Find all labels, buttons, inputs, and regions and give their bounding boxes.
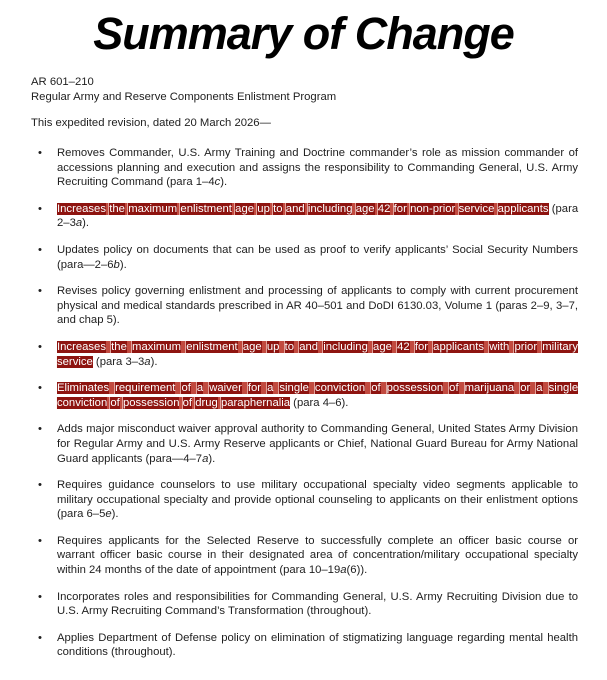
bullet-item <box>31 590 578 619</box>
highlighted-word: paraphernalia <box>220 396 291 409</box>
bullet-marker-icon: • <box>38 631 42 644</box>
bullet-list <box>31 146 578 660</box>
highlighted-word: up <box>257 202 270 215</box>
para-ref-letter: b <box>113 258 120 271</box>
bullet-item <box>31 146 578 190</box>
para-ref-letter: a <box>144 355 151 368</box>
highlighted-word: possession <box>386 382 444 395</box>
highlighted-word: conviction <box>57 396 108 409</box>
bullet-segment: ). <box>111 508 119 521</box>
highlighted-word: Eliminates <box>57 382 110 395</box>
highlighted-word: maximum <box>132 340 182 353</box>
highlighted-word: single <box>548 382 579 395</box>
bullet-segment: (6)). <box>346 564 368 577</box>
para-ref-letter: e <box>105 508 112 521</box>
bullet-segment: Applies Department of Defense policy on elimination of stigmatizing language regarding mental health conditions (throughout). <box>57 631 578 659</box>
highlighted-word: the <box>111 340 127 353</box>
bullet-text <box>57 203 578 230</box>
bullet-text <box>57 341 578 368</box>
highlighted-run <box>57 203 549 215</box>
bullet-text <box>57 423 578 464</box>
bullet-text <box>57 147 578 188</box>
highlighted-word: a <box>267 382 274 395</box>
highlighted-word: age <box>242 340 262 353</box>
bullet-marker-icon: • <box>38 590 42 603</box>
bullet-segment: ). <box>220 176 228 189</box>
highlighted-word: of <box>181 382 191 395</box>
highlighted-word: military <box>542 340 579 353</box>
bullet-segment: Removes Commander, U.S. Army Training and Doctrine commander’s role as mission commander of accessions planning and execution and assigns the responsibility to Commanding General, U.S. Army Recruiting Command (para 1–4 <box>57 147 578 189</box>
bullet-item <box>31 381 578 410</box>
highlighted-word: of <box>110 396 120 409</box>
bullet-segment: Incorporates roles and responsibilities for Commanding General, U.S. Army Recruiting Division due to U.S. Army Recruiting Command’s Transformation (throughout). <box>57 590 578 618</box>
highlighted-word: service <box>458 202 495 215</box>
bullet-item <box>31 478 578 522</box>
para-ref-letter: a <box>75 217 83 230</box>
bullet-segment: ). <box>82 217 90 230</box>
bullet-text <box>57 591 578 618</box>
intro-line: This expedited revision, dated 20 March 2026— <box>31 117 271 129</box>
bullet-marker-icon: • <box>38 147 42 159</box>
highlighted-word: 42 <box>377 202 391 215</box>
highlighted-word: age <box>235 202 255 215</box>
doc-title: Regular Army and Reserve Components Enlistment Program <box>31 91 337 103</box>
bullet-segment: (para 3–3 <box>92 355 145 368</box>
para-ref-letter: a <box>340 564 347 577</box>
highlighted-word: for <box>247 382 262 395</box>
bullet-segment: (para 2–3 <box>57 202 579 230</box>
bullet-text <box>57 285 578 326</box>
highlighted-word: service <box>57 355 93 368</box>
highlighted-word: including <box>307 202 353 215</box>
bullet-marker-icon: • <box>38 202 42 215</box>
highlighted-word: a <box>536 382 543 395</box>
highlighted-word: maximum <box>128 202 178 215</box>
bullet-segment: ). <box>208 452 216 465</box>
highlighted-word: up <box>266 340 280 353</box>
highlighted-word: of <box>449 382 459 395</box>
bullet-segment: Revises policy governing enlistment and processing of applicants to comply with current procurement physical and medical standards prescribed in AR 40–501 and DoDI 6130.03, Volume 1 (paras 2–9, 3–7, and chap 5). <box>57 285 578 327</box>
doc-number: AR 601–210 <box>31 76 94 88</box>
highlighted-word: a <box>196 382 204 395</box>
highlighted-word: of <box>182 396 193 409</box>
bullet-item <box>31 202 578 231</box>
highlighted-word: the <box>109 202 125 215</box>
bullet-marker-icon: • <box>38 243 42 256</box>
bullet-item <box>31 422 578 466</box>
bullet-text <box>57 632 578 659</box>
highlighted-word: 42 <box>397 340 410 353</box>
highlighted-word: age <box>373 340 392 353</box>
highlighted-word: non-prior <box>410 202 456 215</box>
highlighted-word: requirement <box>115 382 176 395</box>
highlighted-word: single <box>279 382 309 395</box>
bullet-item <box>31 340 578 369</box>
highlighted-word: marijuana <box>464 382 515 395</box>
highlighted-word: waiver <box>209 382 242 395</box>
bullet-text <box>57 535 578 576</box>
highlighted-word: of <box>371 382 381 395</box>
highlighted-word: Increases <box>57 340 106 353</box>
bullet-text <box>57 479 578 520</box>
highlighted-word: for <box>393 202 407 215</box>
bullet-marker-icon: • <box>38 340 42 353</box>
bullet-item <box>31 243 578 272</box>
bullet-item <box>31 284 578 328</box>
highlighted-word: to <box>273 202 283 215</box>
bullet-text <box>57 244 578 271</box>
bullet-marker-icon: • <box>38 534 42 547</box>
highlighted-word: to <box>284 340 295 353</box>
highlighted-word: applicants <box>433 340 485 353</box>
para-ref-letter: a <box>202 452 209 465</box>
bullet-item <box>31 631 578 660</box>
highlighted-word: including <box>323 340 368 353</box>
highlighted-word: conviction <box>314 382 366 395</box>
bullet-segment: (para 4–6). <box>290 396 349 409</box>
bullet-segment: Requires guidance counselors to use military occupational specialty video segments applicable to military occupational specialty and provide optional counseling to applicants on their enlistment options (para 6–5 <box>57 479 578 521</box>
bullet-marker-icon: • <box>38 285 42 298</box>
bullet-segment: Requires applicants for the Selected Reserve to successfully complete an officer basic course or warrant officer basic course in their designated area of concentration/military occupational specialty within 24 months of the date of appointment (para 10–19 <box>57 534 578 577</box>
highlighted-word: and <box>285 202 305 215</box>
document-id-block <box>31 75 578 105</box>
para-ref-letter: c <box>214 176 221 189</box>
highlighted-word: for <box>414 340 428 353</box>
bullet-marker-icon: • <box>38 479 42 492</box>
highlighted-word: enlistment <box>186 340 238 353</box>
highlighted-word: enlistment <box>180 202 232 215</box>
highlighted-word: with <box>489 340 510 353</box>
highlighted-word: or <box>520 382 531 395</box>
bullet-text <box>57 382 578 409</box>
bullet-segment: Adds major misconduct waiver approval authority to Commanding General, United States Army Division for Regular Army and U.S. Army Reserve applicants or Chief, National Guard Bureau for Army National Guard applicants (para—4–7 <box>57 423 578 465</box>
bullet-marker-icon: • <box>38 382 42 395</box>
bullet-segment: Updates policy on documents that can be used as proof to verify applicants’ Social Security Numbers (para—2–6 <box>57 243 578 271</box>
bullet-segment: ). <box>150 355 158 368</box>
page-title: Summary of Change <box>93 8 514 59</box>
highlighted-word: drug <box>195 396 218 409</box>
highlighted-word: and <box>299 340 319 353</box>
highlighted-word: possession <box>122 396 180 409</box>
bullet-item <box>31 534 578 578</box>
highlighted-word: applicants <box>497 202 549 215</box>
bullet-segment: ). <box>119 258 127 271</box>
highlighted-word: prior <box>514 340 538 353</box>
highlighted-word: age <box>355 202 375 215</box>
bullet-marker-icon: • <box>38 423 42 436</box>
highlighted-word: Increases <box>57 202 106 215</box>
